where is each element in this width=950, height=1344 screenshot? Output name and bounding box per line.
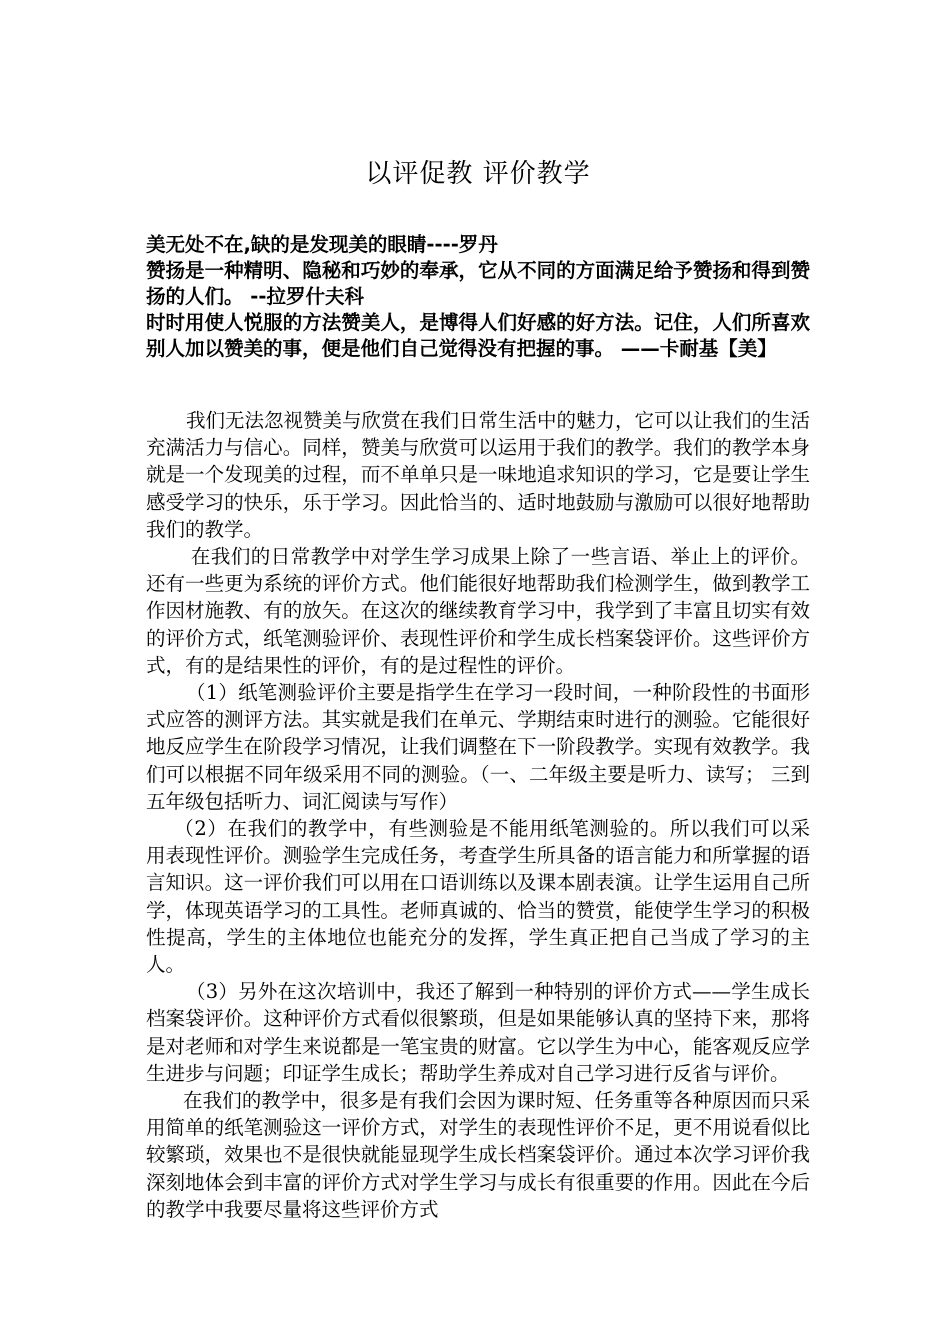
document-title: 以评促教 评价教学 xyxy=(365,159,591,189)
body-text xyxy=(146,407,810,1223)
paragraph-evaluation-methods: 在我们的日常教学中对学生学习成果上除了一些言语、举止上的评价。还有一些更为系统的评价方式。他们能很好地帮助我们检测学生，做到教学工作因材施教、有的放矢。在这次的继续教育学习中，我学到了丰富且切实有效的评价方式，纸笔测验评价、表现性评价和学生成长档案袋评价。这些评价方式，有的是结果性的评价，有的是过程性的评价。 xyxy=(146,545,810,677)
paragraph-conclusion: 在我们的教学中，很多是有我们会因为课时短、任务重等各种原因而只采用简单的纸笔测验这一评价方式，对学生的表现性评价不足，更不用说看似比较繁琐，效果也不是很快就能显现学生成长档案袋评价。通过本次学习评价我深刻地体会到丰富的评价方式对学生学习与成长有很重要的作用。因此在今后的教学中我要尽量将这些评价方式 xyxy=(146,1089,810,1221)
paragraph-portfolio-evaluation: （3）另外在这次培训中，我还了解到一种特别的评价方式——学生成长档案袋评价。这种评价方式看似很繁琐，但是如果能够认真的坚持下来，那将是对老师和对学生来说都是一笔宝贵的财富。它以学生为中心，能客观反应学生进步与问题；印证学生成长；帮助学生养成对自己学习进行反省与评价。 xyxy=(146,980,810,1085)
paragraph-intro: 我们无法忽视赞美与欣赏在我们日常生活中的魅力，它可以让我们的生活充满活力与信心。同样，赞美与欣赏可以运用于我们的教学。我们的教学本身就是一个发现美的过程，而不单单只是一味地追求知识的学习，它是要让学生感受学习的快乐，乐于学习。因此恰当的、适时地鼓励与激励可以很好地帮助我们的教学。 xyxy=(146,409,810,541)
paragraph-paper-test: （1）纸笔测验评价主要是指学生在学习一段时间，一种阶段性的书面形式应答的测评方法。其实就是我们在单元、学期结束时进行的测验。它能很好地反应学生在阶段学习情况，让我们调整在下一阶段教学。实现有效教学。我们可以根据不同年级采用不同的测验。（一、二年级主要是听力、读写； 三到五年级包括听力、词汇阅读与写作） xyxy=(146,681,810,813)
quote-la-rochefoucauld: 赞扬是一种精明、隐秘和巧妙的奉承，它从不同的方面满足给予赞扬和得到赞扬的人们。 --拉罗什夫科 xyxy=(146,259,810,308)
quote-rodin: 美无处不在,缺的是发现美的眼睛----罗丹 xyxy=(146,233,498,256)
quote-carnegie: 时时用使人悦服的方法赞美人，是博得人们好感的好方法。记住，人们所喜欢别人加以赞美的事，便是他们自己觉得没有把握的事。 ——卡耐基【美】 xyxy=(146,311,810,360)
quotes-block xyxy=(146,232,810,362)
paragraph-performance-evaluation: （2）在我们的教学中，有些测验是不能用纸笔测验的。所以我们可以采用表现性评价。测验学生完成任务，考查学生所具备的语言能力和所掌握的语言知识。这一评价我们可以用在口语训练以及课本剧表演。让学生运用自己所学，体现英语学习的工具性。老师真诚的、恰当的赞赏，能使学生学习的积极性提高，学生的主体地位也能充分的发挥，学生真正把自己当成了学习的主人。 xyxy=(146,817,810,977)
